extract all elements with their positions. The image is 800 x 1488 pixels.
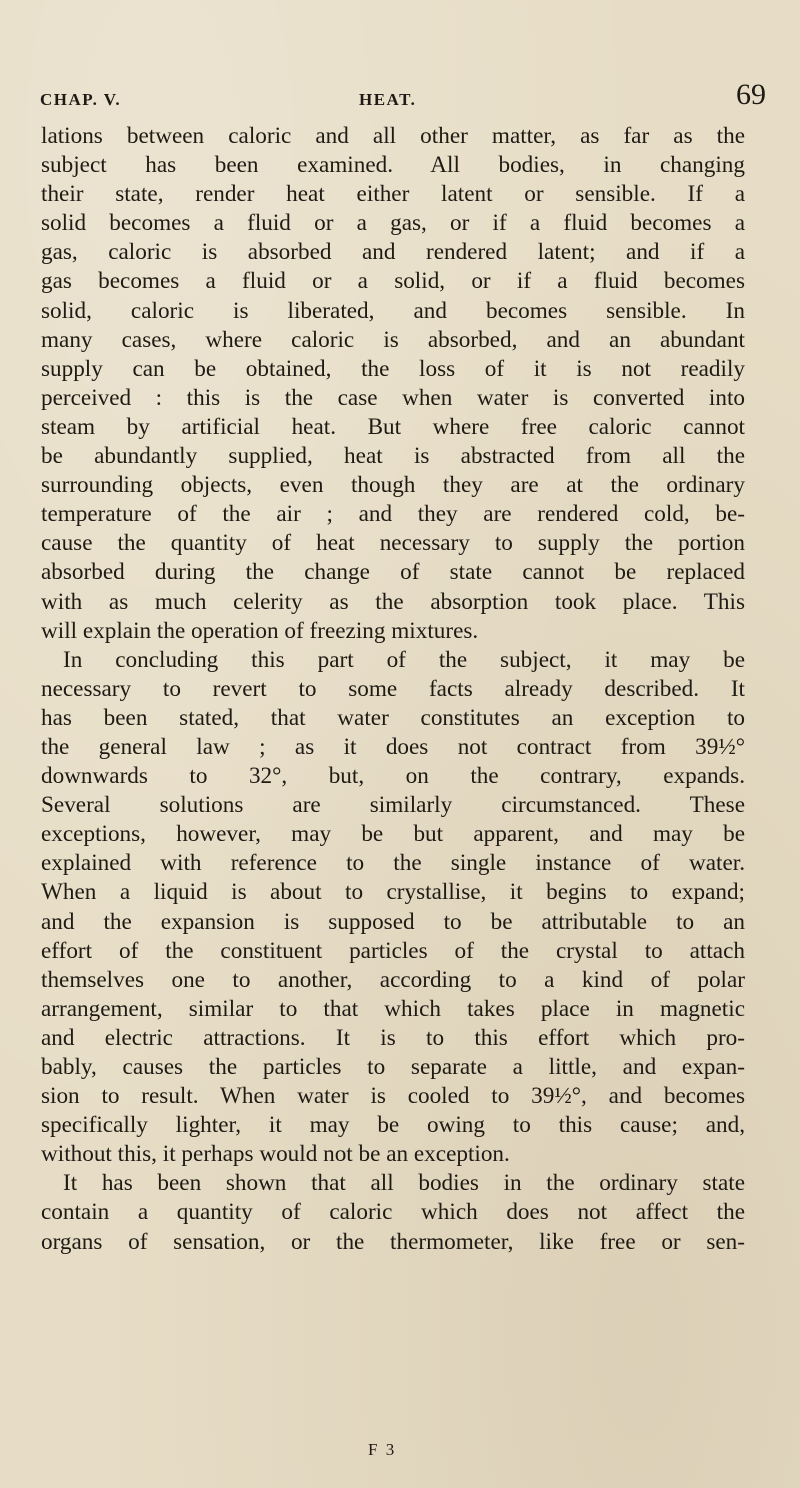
text-line: surrounding objects, even though they are at the ordinary bbox=[41, 472, 745, 499]
text-line: downwards to 32°, but, on the contrary, expands. bbox=[41, 763, 745, 790]
text-line: necessary to revert to some facts already described. It bbox=[41, 675, 745, 702]
text-line: contain a quantity of caloric which does not affect the bbox=[41, 1199, 745, 1226]
text-line: temperature of the air ; and they are rendered cold, be- bbox=[41, 501, 745, 528]
text-line: and the expansion is supposed to be attributable to an bbox=[41, 908, 745, 935]
text-line: gas, caloric is absorbed and rendered latent; and if a bbox=[41, 239, 745, 266]
running-title: HEAT. bbox=[359, 90, 417, 109]
body-text bbox=[41, 122, 745, 1257]
text-line: Several solutions are similarly circumstanced. These bbox=[41, 792, 745, 819]
text-line: without this, it perhaps would not be an exception. bbox=[41, 1141, 510, 1168]
chapter-label: CHAP. V. bbox=[40, 90, 122, 109]
text-line: explained with reference to the single instance of water. bbox=[41, 850, 745, 877]
text-line: sion to result. When water is cooled to 39½°, and becomes bbox=[41, 1083, 745, 1110]
text-line: be abundantly supplied, heat is abstracted from all the bbox=[41, 443, 745, 470]
text-line: the general law ; as it does not contract from 39½° bbox=[41, 733, 745, 760]
text-line: solid, caloric is liberated, and becomes sensible. In bbox=[41, 297, 745, 324]
text-line: supply can be obtained, the loss of it is not readily bbox=[41, 355, 745, 382]
page-number: 69 bbox=[736, 78, 766, 111]
text-line: cause the quantity of heat necessary to supply the portion bbox=[41, 530, 745, 557]
text-line: lations between caloric and all other matter, as far as the bbox=[41, 123, 745, 149]
text-line: themselves one to another, according to a kind of polar bbox=[41, 966, 745, 993]
text-line: steam by artificial heat. But where free caloric cannot bbox=[41, 413, 745, 440]
text-line: specifically lighter, it may be owing to this cause; and, bbox=[41, 1112, 745, 1139]
text-line: effort of the constituent particles of the crystal to attach bbox=[41, 937, 745, 964]
text-line: solid becomes a fluid or a gas, or if a fluid becomes a bbox=[41, 210, 745, 237]
text-line: In concluding this part of the subject, it may be bbox=[63, 646, 745, 673]
text-line: their state, render heat either latent or sensible. If a bbox=[41, 181, 745, 208]
text-line: It has been shown that all bodies in the ordinary state bbox=[63, 1170, 745, 1197]
text-line: subject has been examined. All bodies, in changing bbox=[41, 152, 745, 179]
text-line: and electric attractions. It is to this effort which pro- bbox=[41, 1024, 745, 1051]
text-line: exceptions, however, may be but apparent, and may be bbox=[41, 821, 745, 848]
running-head bbox=[40, 78, 766, 112]
text-line: absorbed during the change of state cannot be replaced bbox=[41, 559, 745, 586]
text-line: organs of sensation, or the thermometer, like free or sen- bbox=[41, 1228, 745, 1255]
text-line: When a liquid is about to crystallise, it begins to expand; bbox=[41, 879, 745, 906]
text-line: will explain the operation of freezing mixtures. bbox=[41, 617, 479, 644]
text-line: gas becomes a fluid or a solid, or if a fluid becomes bbox=[41, 268, 745, 295]
signature-mark: F 3 bbox=[368, 1440, 397, 1459]
text-line: many cases, where caloric is absorbed, and an abundant bbox=[41, 326, 745, 353]
text-line: with as much celerity as the absorption took place. This bbox=[41, 588, 745, 615]
text-line: bably, causes the particles to separate a little, and expan- bbox=[41, 1054, 745, 1080]
text-line: perceived : this is the case when water is converted into bbox=[41, 384, 745, 411]
text-line: has been stated, that water constitutes an exception to bbox=[41, 704, 745, 731]
text-line: arrangement, similar to that which takes place in magnetic bbox=[41, 995, 745, 1022]
